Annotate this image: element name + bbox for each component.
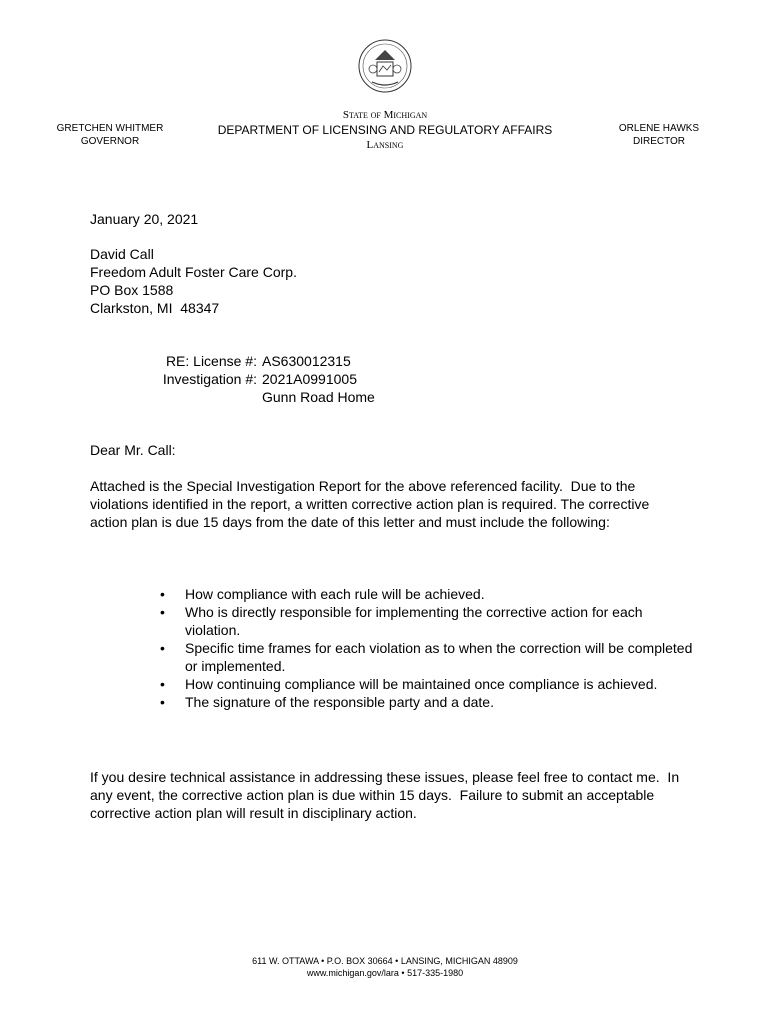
state-seal [357,38,413,94]
director-title: DIRECTOR [632,136,686,147]
director-name: ORLENE HAWKS [618,123,700,134]
city-name: Lansing [366,139,404,151]
salutation: Dear Mr. Call: [90,442,176,458]
investigation-label: Investigation #: [162,371,257,387]
list-item: • Specific time frames for each violation as to when the correction will be completed or implemented. [160,640,693,674]
license-label: RE: License #: [165,353,257,369]
footer-address [185,955,585,979]
bullet-icon: • [160,676,165,692]
governor-title: GOVERNOR [80,136,140,147]
list-item: • How compliance with each rule will be achieved. [160,586,485,602]
footer-line2: www.michigan.gov/lara • 517-335-1980 [306,968,464,978]
investigation-number: 2021A0991005 [262,371,357,387]
bullet-icon: • [160,586,165,602]
governor-name: GRETCHEN WHITMER [56,123,164,134]
department-block [180,108,590,153]
reference-block [147,352,375,406]
recipient-address [90,245,297,317]
requirements-list [160,585,695,711]
state-name: State of Michigan [342,109,428,121]
footer-line1: 611 W. OTTAWA • P.O. BOX 30664 • LANSING, MICHIGAN 48909 [252,956,518,966]
bullet-icon: • [160,604,165,620]
recipient-name: David Call [90,246,154,262]
facility-name: Gunn Road Home [262,389,375,405]
governor-block [50,122,170,148]
recipient-organization: Freedom Adult Foster Care Corp. [90,264,297,280]
bullet-icon: • [160,640,165,656]
seal-icon [357,38,413,94]
recipient-address-line1: PO Box 1588 [90,282,174,298]
paragraph-intro: Attached is the Special Investigation Report for the above referenced facility. Due to the violations identified in the report, a written corrective action plan is required. The corrective action plan is due 15 days from the date of this letter and must include the following: [90,478,654,530]
recipient-address-line2: Clarkston, MI 48347 [90,300,220,316]
director-block [606,122,712,148]
paragraph-closing: If you desire technical assistance in addressing these issues, please feel free to contact me. In any event, the corrective action plan is due within 15 days. Failure to submit an acceptable corrective action plan will result in disciplinary action. [90,769,683,821]
bullet-icon: • [160,694,165,710]
department-name: DEPARTMENT OF LICENSING AND REGULATORY AFFAIRS [217,123,553,137]
list-item: • How continuing compliance will be maintained once compliance is achieved. [160,676,658,692]
license-number: AS630012315 [262,353,351,369]
letter-date: January 20, 2021 [90,211,199,227]
list-item: • The signature of the responsible party and a date. [160,694,494,710]
list-item: • Who is directly responsible for implementing the corrective action for each violation. [160,604,643,638]
